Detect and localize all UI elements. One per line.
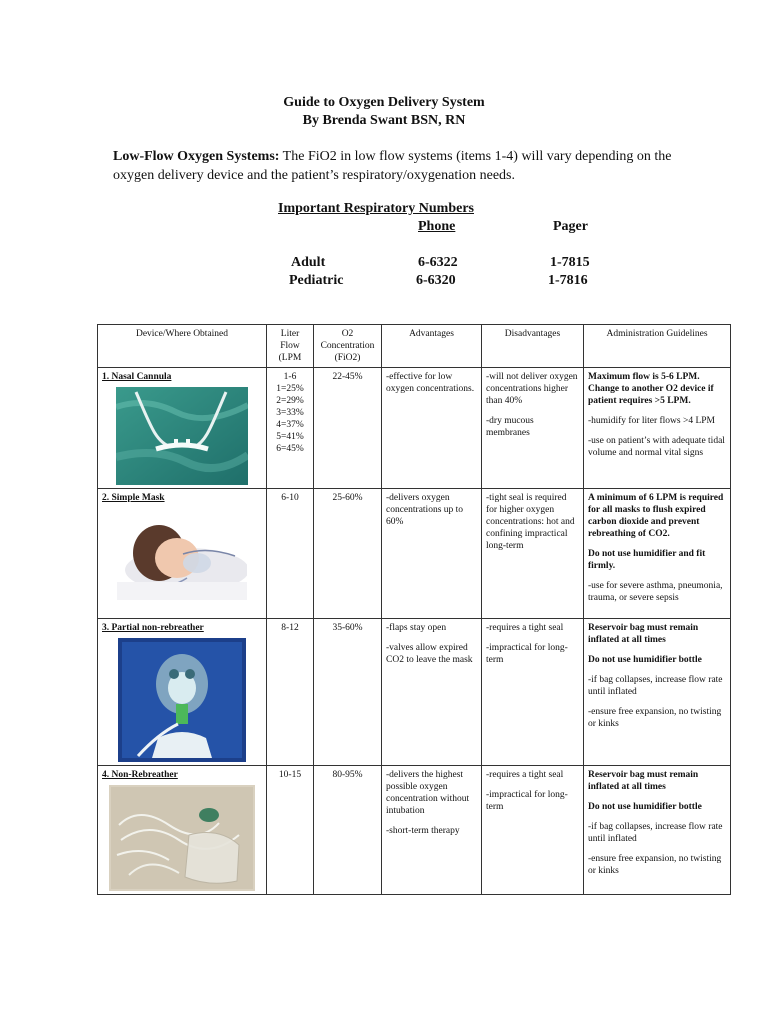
table-header-row <box>98 325 731 368</box>
advantages-cell <box>382 368 482 489</box>
flow-value: 1=25% <box>276 384 304 394</box>
table-row <box>98 766 731 895</box>
admin-item: -use for severe asthma, pneumonia, trauma, or severe sepsis <box>588 581 723 603</box>
disadvantage-item: -impractical for long-term <box>486 643 568 665</box>
pager-column-label: Pager <box>553 219 588 234</box>
admin-warning: Reservoir bag must remain inflated at all times <box>588 770 699 792</box>
header-o2: O2 Concentration (FiO2) <box>314 325 382 368</box>
administration-cell <box>584 489 731 619</box>
adult-phone: 6-6322 <box>418 255 458 270</box>
table-row <box>98 619 731 766</box>
device-cell <box>98 368 267 489</box>
administration-cell <box>584 368 731 489</box>
device-cell <box>98 489 267 619</box>
disadvantage-item: -impractical for long-term <box>486 790 568 812</box>
intro-paragraph <box>113 147 673 185</box>
admin-item: -if bag collapses, increase flow rate until inflated <box>588 675 723 697</box>
flow-cell: 10-15 <box>267 766 314 895</box>
non-rebreather-photo <box>109 785 255 891</box>
table-row <box>98 368 731 489</box>
disadvantages-cell <box>482 766 584 895</box>
admin-warning: Maximum flow is 5-6 LPM. Change to another O2 device if patient requires >5 LPM. <box>588 372 714 406</box>
device-name: 3. Partial non-rebreather <box>102 623 204 633</box>
phone-column-label: Phone <box>418 219 456 234</box>
adult-pager: 1-7815 <box>550 255 590 270</box>
admin-warning: Do not use humidifier bottle <box>588 655 702 665</box>
header-disadvantages: Disadvantages <box>482 325 584 368</box>
flow-cell <box>267 368 314 489</box>
administration-cell <box>584 766 731 895</box>
disadvantage-item: -requires a tight seal <box>486 770 564 780</box>
disadvantages-cell <box>482 489 584 619</box>
device-name: 4. Non-Rebreather <box>102 770 178 780</box>
partial-non-rebreather-photo <box>118 638 246 762</box>
device-cell <box>98 766 267 895</box>
o2-cell: 22-45% <box>314 368 382 489</box>
admin-item: -humidify for liter flows >4 LPM <box>588 416 715 426</box>
advantages-cell <box>382 766 482 895</box>
flow-value: 4=37% <box>276 420 304 430</box>
flow-value: 1-6 <box>283 372 297 382</box>
header-administration: Administration Guidelines <box>584 325 731 368</box>
nasal-cannula-photo <box>116 387 248 485</box>
admin-item: -use on patient’s with adequate tidal volume and normal vital signs <box>588 436 725 458</box>
advantages-cell <box>382 619 482 766</box>
o2-cell: 35-60% <box>314 619 382 766</box>
disadvantage-item: -tight seal is required for higher oxygen concentrations: hot and confining impractical long-term <box>486 493 575 551</box>
device-name: 1. Nasal Cannula <box>102 372 172 382</box>
advantage-item: -delivers the highest possible oxygen concentration without intubation <box>386 770 470 816</box>
disadvantages-cell <box>482 619 584 766</box>
admin-warning: Reservoir bag must remain inflated at all times <box>588 623 699 645</box>
table-row <box>98 489 731 619</box>
header-advantages: Advantages <box>382 325 482 368</box>
advantage-item: -flaps stay open <box>386 623 447 633</box>
header-device: Device/Where Obtained <box>98 325 267 368</box>
flow-value: 5=41% <box>276 432 304 442</box>
numbers-heading: Important Respiratory Numbers <box>278 201 474 216</box>
flow-cell: 6-10 <box>267 489 314 619</box>
header-flow: Liter Flow (LPM <box>267 325 314 368</box>
disadvantage-item: -will not deliver oxygen concentrations higher than 40% <box>486 372 578 406</box>
device-name: 2. Simple Mask <box>102 493 165 503</box>
admin-warning: Do not use humidifier and fit firmly. <box>588 549 706 571</box>
oxygen-device-table <box>97 324 731 895</box>
advantage-item: -short-term therapy <box>386 826 460 836</box>
pediatric-pager: 1-7816 <box>548 273 588 288</box>
flow-value: 2=29% <box>276 396 304 406</box>
advantage-item: -delivers oxygen concentrations up to 60% <box>386 493 464 527</box>
advantage-item: -valves allow expired CO2 to leave the mask <box>386 643 473 665</box>
disadvantages-cell <box>482 368 584 489</box>
admin-warning: A minimum of 6 LPM is required for all masks to flush expired carbon dioxide and prevent rebreathing of CO2. <box>588 493 724 539</box>
intro-text: The FiO2 in low flow systems (items 1-4) will vary depending on the oxygen delivery device and the patient’s respiratory/oxygenation needs. <box>113 149 672 183</box>
advantages-cell <box>382 489 482 619</box>
admin-warning: Do not use humidifier bottle <box>588 802 702 812</box>
document-title: Guide to Oxygen Delivery System <box>283 95 485 110</box>
pediatric-label: Pediatric <box>289 273 344 288</box>
adult-label: Adult <box>291 255 326 270</box>
pediatric-phone: 6-6320 <box>416 273 456 288</box>
o2-cell: 25-60% <box>314 489 382 619</box>
flow-value: 3=33% <box>276 408 304 418</box>
advantage-item: -effective for low oxygen concentrations. <box>386 372 475 394</box>
intro-label: Low-Flow Oxygen Systems: <box>113 149 280 164</box>
device-cell <box>98 619 267 766</box>
administration-cell <box>584 619 731 766</box>
admin-item: -ensure free expansion, no twisting or kinks <box>588 707 722 729</box>
flow-value: 6=45% <box>276 444 304 454</box>
flow-cell: 8-12 <box>267 619 314 766</box>
admin-item: -if bag collapses, increase flow rate until inflated <box>588 822 723 844</box>
disadvantage-item: -requires a tight seal <box>486 623 564 633</box>
document-author: By Brenda Swant BSN, RN <box>302 113 466 128</box>
simple-mask-photo <box>117 508 247 600</box>
admin-item: -ensure free expansion, no twisting or kinks <box>588 854 722 876</box>
disadvantage-item: -dry mucous membranes <box>486 416 534 438</box>
o2-cell: 80-95% <box>314 766 382 895</box>
